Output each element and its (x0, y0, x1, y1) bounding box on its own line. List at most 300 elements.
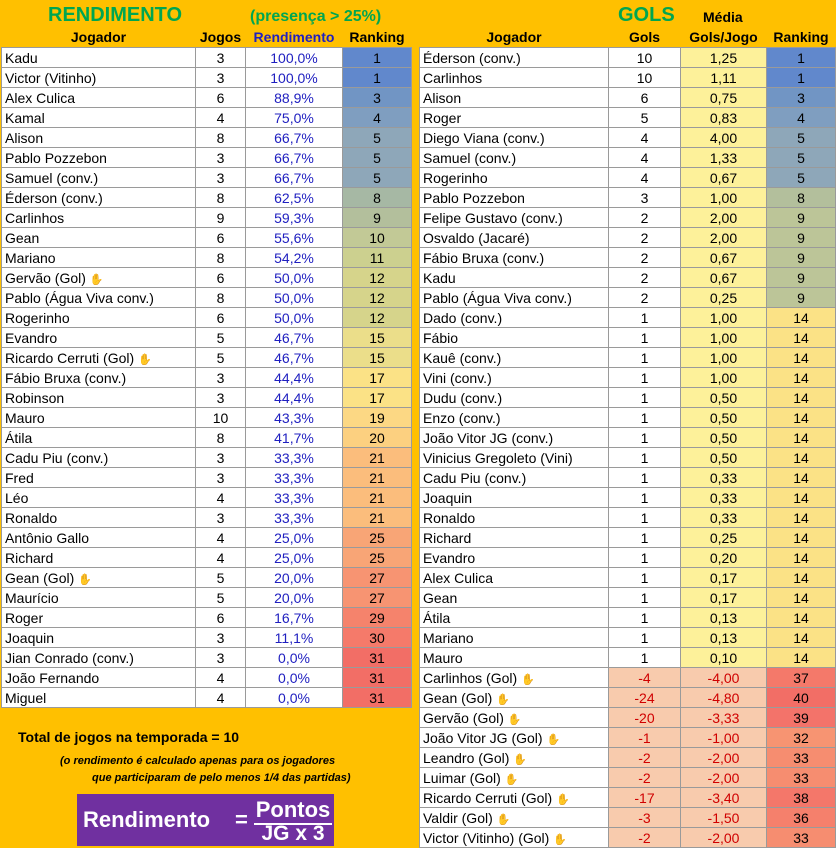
gols-header-row (420, 27, 836, 48)
player-name (420, 368, 609, 388)
gols-row (420, 148, 836, 168)
games-count: 4 (196, 528, 246, 548)
goals-count: -2 (609, 828, 681, 848)
player-name-text: Carlinhos (Gol) (423, 669, 518, 686)
games-count: 5 (196, 588, 246, 608)
performance-pct: 88,9% (246, 88, 343, 108)
player-name (2, 188, 196, 208)
player-name-text: Rogerinho (423, 169, 488, 186)
games-count: 5 (196, 568, 246, 588)
gols-row (420, 168, 836, 188)
player-name-text: Fábio Bruxa (conv.) (423, 249, 545, 266)
performance-pct: 54,2% (246, 248, 343, 268)
goals-per-game: 1,00 (681, 368, 767, 388)
ranking-cell: 5 (767, 168, 836, 188)
player-name (420, 388, 609, 408)
games-count: 3 (196, 648, 246, 668)
ranking-cell: 10 (343, 228, 412, 248)
goals-per-game: 0,67 (681, 168, 767, 188)
goals-per-game: 0,50 (681, 448, 767, 468)
games-count: 3 (196, 448, 246, 468)
goals-count: -2 (609, 768, 681, 788)
rendimento-row (2, 288, 412, 308)
ranking-cell: 29 (343, 608, 412, 628)
gols-row (420, 388, 836, 408)
player-name-text: Antônio Gallo (5, 529, 90, 546)
ranking-cell: 5 (767, 148, 836, 168)
player-name-text: Kamal (5, 109, 45, 126)
player-name-text: Gean (423, 589, 458, 606)
ranking-cell: 14 (767, 508, 836, 528)
goals-per-game: 0,25 (681, 528, 767, 548)
player-name (420, 548, 609, 568)
gols-row (420, 688, 836, 708)
gols-row (420, 308, 836, 328)
ranking-cell: 31 (343, 688, 412, 708)
player-name-text: Pablo Pozzebon (423, 189, 525, 206)
ranking-cell: 25 (343, 548, 412, 568)
player-name-text: Mariano (5, 249, 56, 266)
player-name (420, 828, 609, 848)
ranking-cell: 30 (343, 628, 412, 648)
goals-count: 2 (609, 208, 681, 228)
player-name (2, 288, 196, 308)
goals-count: -24 (609, 688, 681, 708)
player-name-text: Richard (423, 529, 472, 546)
player-name (420, 808, 609, 828)
player-name (420, 568, 609, 588)
ranking-cell: 31 (343, 668, 412, 688)
goals-count: -1 (609, 728, 681, 748)
total-games: Total de jogos na temporada = 10 (18, 729, 240, 745)
ranking-cell: 27 (343, 568, 412, 588)
games-count: 6 (196, 88, 246, 108)
goals-per-game: 1,00 (681, 308, 767, 328)
player-name-text: Ronaldo (423, 509, 476, 526)
player-name-text: Robinson (5, 389, 65, 406)
goals-per-game: -3,40 (681, 788, 767, 808)
gols-row (420, 488, 836, 508)
gols-row (420, 768, 836, 788)
player-name (420, 128, 609, 148)
ranking-cell: 9 (767, 208, 836, 228)
games-count: 6 (196, 268, 246, 288)
performance-pct: 75,0% (246, 108, 343, 128)
ranking-cell: 25 (343, 528, 412, 548)
ranking-cell: 21 (343, 468, 412, 488)
goals-per-game: -2,00 (681, 768, 767, 788)
goals-count: 1 (609, 368, 681, 388)
goals-count: -4 (609, 668, 681, 688)
presence-note: (presença > 25%) (250, 8, 382, 25)
player-name-text: Gean (Gol) (423, 689, 493, 706)
goals-count: 1 (609, 508, 681, 528)
ranking-cell: 1 (767, 68, 836, 88)
ranking-cell: 14 (767, 568, 836, 588)
player-name-text: Joaquin (5, 629, 55, 646)
ranking-cell: 31 (343, 648, 412, 668)
player-name (420, 708, 609, 728)
performance-pct: 46,7% (246, 348, 343, 368)
rendimento-row (2, 668, 412, 688)
rendimento-row (2, 688, 412, 708)
player-name-text: Vini (conv.) (423, 369, 492, 386)
player-name-text: Evandro (423, 549, 476, 566)
performance-pct: 16,7% (246, 608, 343, 628)
goals-per-game: 0,17 (681, 568, 767, 588)
player-name-text: Roger (423, 109, 462, 126)
ranking-cell: 14 (767, 368, 836, 388)
ranking-cell: 14 (767, 428, 836, 448)
gols-row (420, 568, 836, 588)
player-name-text: Átila (5, 429, 33, 446)
ranking-cell: 14 (767, 348, 836, 368)
goals-count: 2 (609, 268, 681, 288)
goals-count: 1 (609, 648, 681, 668)
rendimento-row (2, 568, 412, 588)
ranking-cell: 1 (343, 68, 412, 88)
player-name (420, 188, 609, 208)
player-name (2, 368, 196, 388)
ranking-cell: 12 (343, 308, 412, 328)
rendimento-row (2, 528, 412, 548)
player-name-text: Gean (5, 229, 40, 246)
goals-count: 1 (609, 328, 681, 348)
player-name (420, 748, 609, 768)
performance-pct: 20,0% (246, 588, 343, 608)
ranking-cell: 14 (767, 408, 836, 428)
ranking-cell: 40 (767, 688, 836, 708)
performance-pct: 100,0% (246, 48, 343, 68)
player-name-text: Roger (5, 609, 44, 626)
ranking-cell: 15 (343, 328, 412, 348)
ranking-cell: 8 (343, 188, 412, 208)
games-count: 8 (196, 248, 246, 268)
goals-count: 1 (609, 548, 681, 568)
gols-row (420, 248, 836, 268)
ranking-cell: 20 (343, 428, 412, 448)
ranking-cell: 14 (767, 648, 836, 668)
player-name-text: Dudu (conv.) (423, 389, 503, 406)
ranking-cell: 12 (343, 288, 412, 308)
col-ranking: Ranking (349, 29, 405, 45)
glove-icon: ✋ (553, 833, 568, 846)
player-name (420, 328, 609, 348)
rendimento-row (2, 188, 412, 208)
performance-pct: 44,4% (246, 368, 343, 388)
rendimento-row (2, 268, 412, 288)
gols-row (420, 508, 836, 528)
player-name (2, 428, 196, 448)
player-name-text: Carlinhos (5, 209, 65, 226)
goals-count: 1 (609, 588, 681, 608)
goals-per-game: -2,00 (681, 828, 767, 848)
player-name (2, 248, 196, 268)
player-name (420, 248, 609, 268)
goals-per-game: 0,50 (681, 408, 767, 428)
performance-pct: 50,0% (246, 288, 343, 308)
goals-per-game: 0,13 (681, 628, 767, 648)
performance-pct: 43,3% (246, 408, 343, 428)
rendimento-formula (77, 794, 334, 846)
glove-icon: ✋ (513, 753, 528, 766)
ranking-cell: 3 (343, 88, 412, 108)
goals-count: 3 (609, 188, 681, 208)
ranking-cell: 14 (767, 588, 836, 608)
rendimento-row (2, 508, 412, 528)
ranking-cell: 21 (343, 488, 412, 508)
ranking-cell: 38 (767, 788, 836, 808)
rendimento-row (2, 308, 412, 328)
ranking-cell: 5 (343, 128, 412, 148)
gols-row (420, 428, 836, 448)
rendimento-row (2, 408, 412, 428)
goals-count: 2 (609, 248, 681, 268)
games-count: 3 (196, 148, 246, 168)
player-name-text: Pablo Pozzebon (5, 149, 107, 166)
ranking-cell: 14 (767, 308, 836, 328)
player-name-text: Evandro (5, 329, 58, 346)
gols-row (420, 628, 836, 648)
ranking-cell: 19 (343, 408, 412, 428)
gols-row (420, 548, 836, 568)
player-name (2, 568, 196, 588)
games-count: 3 (196, 48, 246, 68)
player-name-text: Alison (5, 129, 44, 146)
goals-per-game: 0,75 (681, 88, 767, 108)
player-name (2, 128, 196, 148)
goals-per-game: 4,00 (681, 128, 767, 148)
glove-icon: ✋ (496, 693, 510, 706)
games-count: 3 (196, 388, 246, 408)
player-name (2, 228, 196, 248)
player-name (420, 688, 609, 708)
goals-per-game: -4,80 (681, 688, 767, 708)
player-name (2, 608, 196, 628)
goals-per-game: -2,00 (681, 748, 767, 768)
games-count: 4 (196, 688, 246, 708)
glove-icon: ✋ (496, 813, 511, 826)
player-name (420, 648, 609, 668)
performance-pct: 11,1% (246, 628, 343, 648)
gols-row (420, 748, 836, 768)
goals-count: -2 (609, 748, 681, 768)
goals-per-game: 2,00 (681, 208, 767, 228)
rendimento-row (2, 68, 412, 88)
goals-per-game: 0,10 (681, 648, 767, 668)
player-name-text: Joaquin (423, 489, 473, 506)
goals-per-game: 0,13 (681, 608, 767, 628)
goals-per-game: -1,50 (681, 808, 767, 828)
player-name-text: Fred (5, 469, 34, 486)
col-gols: Gols (628, 29, 661, 45)
player-name (2, 548, 196, 568)
player-name-text: Kadu (423, 269, 456, 286)
glove-icon: ✋ (138, 353, 152, 366)
player-name (420, 668, 609, 688)
goals-count: 4 (609, 148, 681, 168)
player-name-text: Gervão (Gol) (5, 269, 86, 286)
player-name (420, 348, 609, 368)
player-name-text: João Fernando (5, 669, 100, 686)
player-name-text: Diego Viana (conv.) (423, 129, 545, 146)
player-name-text: Victor (Vitinho) (5, 69, 97, 86)
gols-row (420, 328, 836, 348)
player-name-text: Leandro (Gol) (423, 749, 510, 766)
performance-pct: 66,7% (246, 148, 343, 168)
player-name (2, 208, 196, 228)
ranking-cell: 8 (767, 188, 836, 208)
player-name-text: Éderson (conv.) (423, 49, 521, 66)
formula-equals: = (235, 807, 248, 832)
performance-pct: 33,3% (246, 448, 343, 468)
gols-row (420, 288, 836, 308)
player-name (2, 448, 196, 468)
gols-row (420, 128, 836, 148)
games-count: 4 (196, 488, 246, 508)
ranking-cell: 4 (343, 108, 412, 128)
ranking-cell: 9 (343, 208, 412, 228)
ranking-cell: 4 (767, 108, 836, 128)
goals-count: 1 (609, 468, 681, 488)
gols-row (420, 788, 836, 808)
rendimento-row (2, 548, 412, 568)
player-name-text: Fábio (423, 329, 459, 346)
player-name (2, 508, 196, 528)
glove-icon: ✋ (556, 793, 570, 806)
goals-per-game: 1,00 (681, 328, 767, 348)
ranking-cell: 14 (767, 548, 836, 568)
player-name-text: Ricardo Cerruti (Gol) (423, 789, 553, 806)
player-name-text: Mariano (423, 629, 474, 646)
ranking-cell: 36 (767, 808, 836, 828)
player-name-text: Jian Conrado (conv.) (5, 649, 134, 666)
gols-row (420, 448, 836, 468)
games-count: 6 (196, 308, 246, 328)
player-name (420, 488, 609, 508)
player-name-text: Osvaldo (Jacaré) (423, 229, 530, 246)
rendimento-row (2, 328, 412, 348)
player-name (420, 288, 609, 308)
player-name-text: Pablo (Água Viva conv.) (423, 289, 572, 306)
player-name-text: Enzo (conv.) (423, 409, 501, 426)
ranking-cell: 14 (767, 328, 836, 348)
games-count: 4 (196, 108, 246, 128)
gols-row (420, 528, 836, 548)
gols-row (420, 188, 836, 208)
gols-row (420, 348, 836, 368)
col-jogos: Jogos (199, 29, 242, 45)
performance-pct: 50,0% (246, 268, 343, 288)
col-rendimento: Rendimento (253, 29, 335, 45)
goals-count: 1 (609, 408, 681, 428)
player-name-text: Dado (conv.) (423, 309, 503, 326)
gols-row (420, 708, 836, 728)
goals-count: 2 (609, 228, 681, 248)
ranking-cell: 33 (767, 768, 836, 788)
player-name (2, 148, 196, 168)
performance-pct: 100,0% (246, 68, 343, 88)
games-count: 3 (196, 468, 246, 488)
gols-row (420, 668, 836, 688)
player-name (2, 588, 196, 608)
player-name (420, 528, 609, 548)
rendimento-row (2, 148, 412, 168)
performance-pct: 0,0% (246, 648, 343, 668)
ranking-cell: 32 (767, 728, 836, 748)
rendimento-row (2, 228, 412, 248)
games-count: 8 (196, 128, 246, 148)
performance-pct: 62,5% (246, 188, 343, 208)
player-name-text: Samuel (conv.) (423, 149, 517, 166)
player-name-text: Éderson (conv.) (5, 189, 103, 206)
rendimento-row (2, 388, 412, 408)
player-name (2, 328, 196, 348)
rendimento-row (2, 108, 412, 128)
performance-pct: 46,7% (246, 328, 343, 348)
ranking-cell: 17 (343, 388, 412, 408)
ranking-cell: 3 (767, 88, 836, 108)
rendimento-row (2, 88, 412, 108)
games-count: 8 (196, 188, 246, 208)
player-name (420, 228, 609, 248)
ranking-cell: 33 (767, 748, 836, 768)
ranking-cell: 21 (343, 448, 412, 468)
player-name-text: João Vitor JG (conv.) (423, 429, 554, 446)
gols-title: GOLS (618, 4, 675, 26)
goals-per-game: 0,33 (681, 468, 767, 488)
rendimento-row (2, 628, 412, 648)
player-name-text: Ricardo Cerruti (Gol) (5, 349, 135, 366)
goals-count: 4 (609, 128, 681, 148)
player-name-text: Richard (5, 549, 54, 566)
goals-per-game: 1,11 (681, 68, 767, 88)
ranking-cell: 14 (767, 488, 836, 508)
glove-icon: ✋ (521, 673, 535, 686)
rendimento-row (2, 168, 412, 188)
player-name-text: Victor (Vitinho) (Gol) (423, 829, 550, 846)
performance-pct: 25,0% (246, 528, 343, 548)
gols-row (420, 368, 836, 388)
player-name (420, 448, 609, 468)
player-name-text: Vinicius Gregoleto (Vini) (423, 449, 573, 466)
gols-row (420, 88, 836, 108)
player-name (420, 108, 609, 128)
player-name-text: Alex Culica (5, 89, 76, 106)
player-name (420, 508, 609, 528)
gols-row (420, 608, 836, 628)
ranking-cell: 14 (767, 388, 836, 408)
gols-row (420, 728, 836, 748)
games-count: 5 (196, 348, 246, 368)
rendimento-row (2, 368, 412, 388)
player-name-text: Rogerinho (5, 309, 70, 326)
goals-per-game: 0,67 (681, 268, 767, 288)
games-count: 6 (196, 228, 246, 248)
games-count: 9 (196, 208, 246, 228)
player-name (420, 468, 609, 488)
player-name (2, 308, 196, 328)
player-name (2, 468, 196, 488)
player-name (420, 48, 609, 68)
rendimento-row (2, 648, 412, 668)
player-name (420, 168, 609, 188)
player-name-text: Luimar (Gol) (423, 769, 501, 786)
games-count: 3 (196, 68, 246, 88)
player-name-text: Alex Culica (423, 569, 494, 586)
games-count: 4 (196, 668, 246, 688)
formula-denominator: JG x 3 (261, 822, 325, 845)
